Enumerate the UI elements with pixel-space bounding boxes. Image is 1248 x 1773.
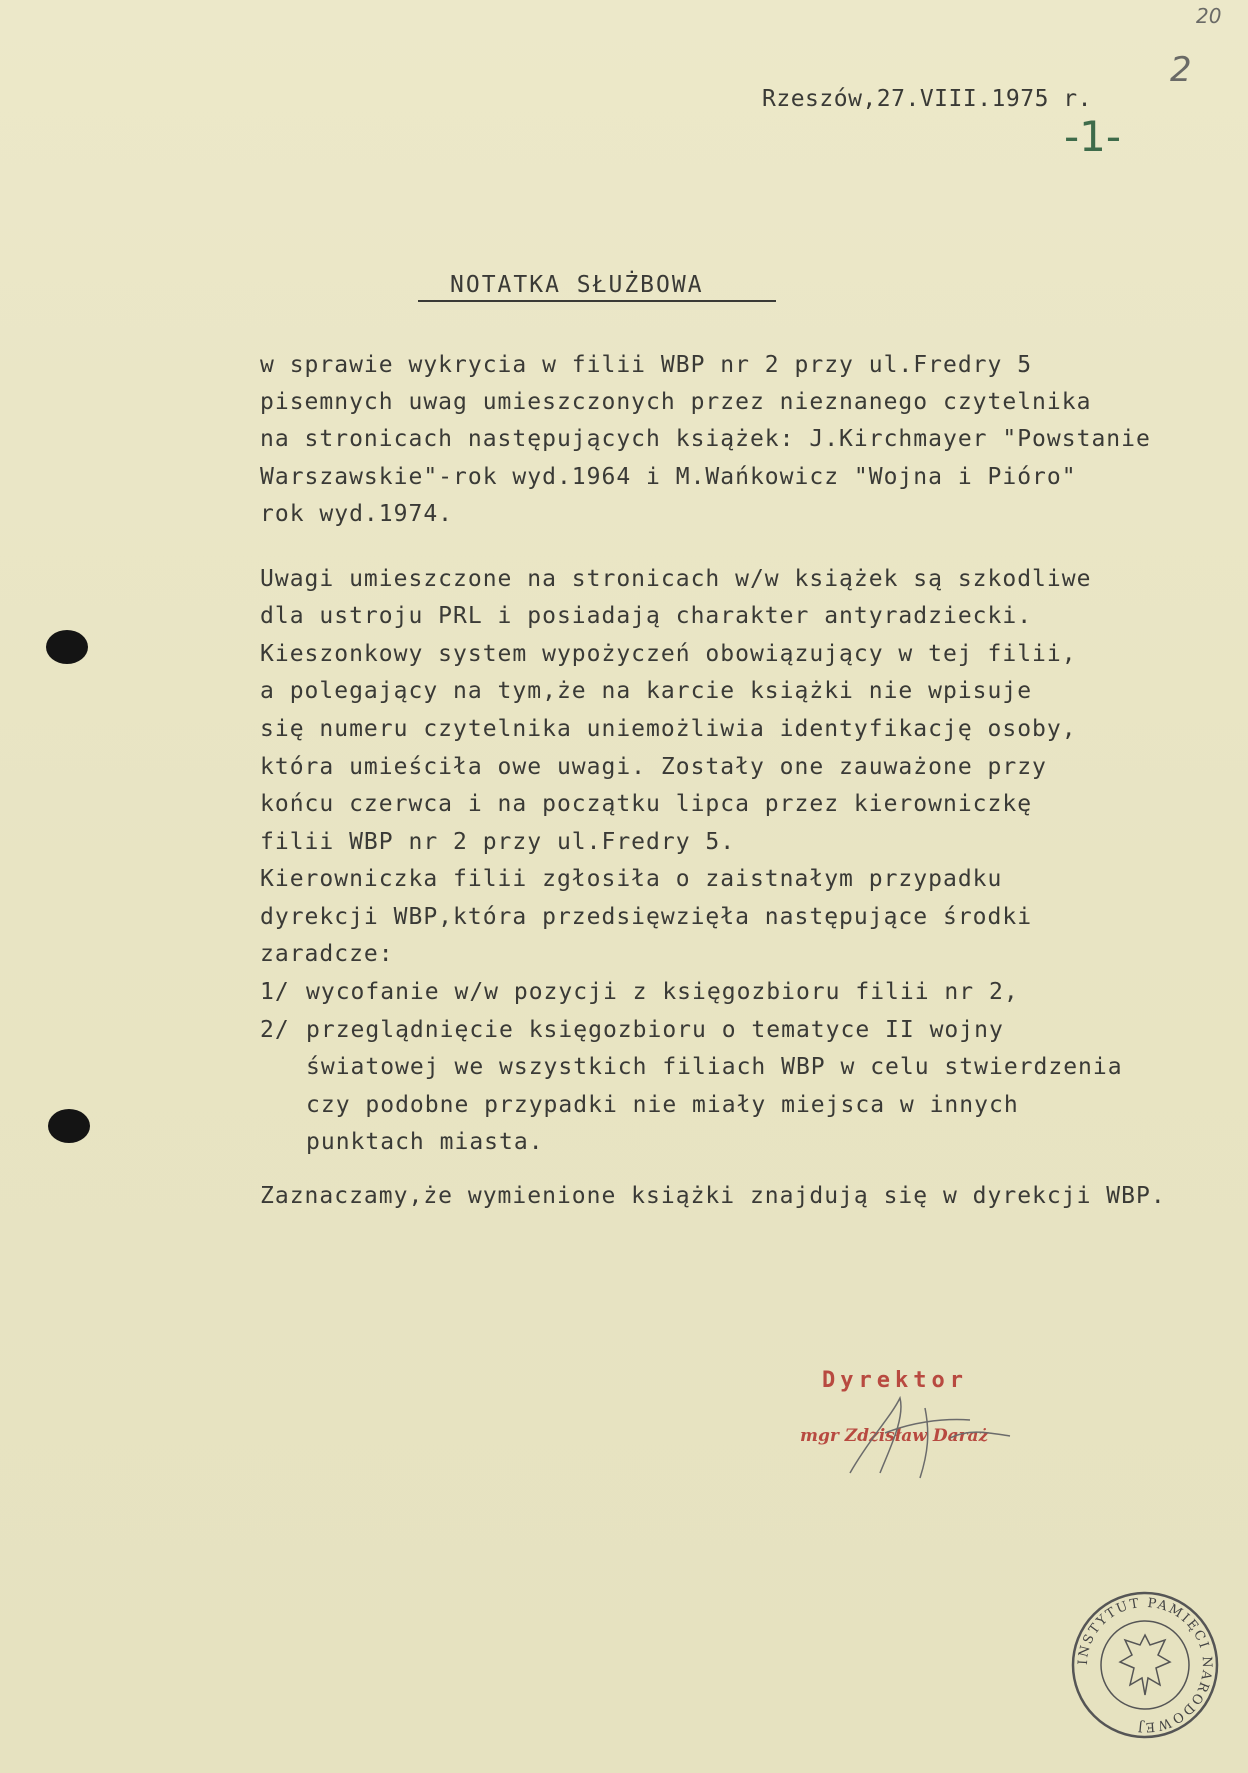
body-line: się numeru czytelnika uniemożliwia identyfikację osoby, [260, 716, 1077, 742]
subject-line: na stronicach następujących książek: J.Kirchmayer "Powstanie [260, 426, 1151, 452]
subject-line: pisemnych uwag umieszczonych przez nieznanego czytelnika [260, 389, 1092, 415]
stamp-title: Dyrektor [822, 1368, 968, 1393]
body-line: Kieszonkowy system wypożyczeń obowiązujący w tej filii, [260, 641, 1077, 667]
body-line: końcu czerwca i na początku lipca przez kierowniczkę [260, 791, 1033, 817]
body-line: filii WBP nr 2 przy ul.Fredry 5. [260, 829, 736, 855]
list-item-line: wycofanie w/w pozycji z księgozbioru filii nr 2, [306, 979, 1019, 1005]
body-line: a polegający na tym,że na karcie książki nie wpisuje [260, 678, 1033, 704]
green-mark: -1- [1064, 112, 1122, 161]
list-item-line: punktach miasta. [306, 1129, 544, 1155]
list-number: 1/ [260, 979, 290, 1005]
list-number: 2/ [260, 1017, 290, 1043]
subject-line: w sprawie wykrycia w filii WBP nr 2 przy ul.Fredry 5 [260, 352, 1033, 378]
stamp-name: mgr Zdzisław Daraż [800, 1426, 989, 1446]
svg-text:INSTYTUT PAMIĘCI NARODOWEJ [1076, 1596, 1214, 1734]
body-line: Uwagi umieszczone na stronicach w/w książek są szkodliwe [260, 566, 1092, 592]
place-date: Rzeszów,27.VIII.1975 r. [762, 86, 1092, 112]
title-underline [418, 300, 776, 302]
body-line: dla ustroju PRL i posiadają charakter antyradziecki. [260, 603, 1033, 629]
list-item-line: światowej we wszystkich filiach WBP w celu stwierdzenia [306, 1054, 1123, 1080]
list-item-line: czy podobne przypadki nie miały miejsca w innych [306, 1092, 1019, 1118]
list-item-line: przeglądnięcie księgozbioru o tematyce II wojny [306, 1017, 1004, 1043]
page-number: 20 [1196, 4, 1222, 28]
subject-line: rok wyd.1974. [260, 501, 454, 527]
closing-line: Zaznaczamy,że wymienione książki znajdują się w dyrekcji WBP. [260, 1183, 1166, 1209]
punch-hole [46, 630, 88, 664]
seal-text: INSTYTUT PAMIĘCI NARODOWEJ [1075, 1595, 1215, 1735]
punch-hole [48, 1109, 90, 1143]
body-line: dyrekcji WBP,która przedsięwzięła następujące środki [260, 904, 1033, 930]
signature [830, 1378, 1050, 1488]
document-title: NOTATKA SŁUŻBOWA [450, 272, 704, 298]
subject-line: Warszawskie"-rok wyd.1964 i M.Wańkowicz "Wojna i Pióro" [260, 464, 1077, 490]
body-line: Kierowniczka filii zgłosiła o zaistnałym przypadku [260, 866, 1003, 892]
ipn-seal [1070, 1590, 1220, 1740]
eagle-icon [1120, 1635, 1170, 1695]
body-line: która umieściła owe uwagi. Zostały one zauważone przy [260, 754, 1047, 780]
pencil-mark: 2 [1170, 50, 1192, 90]
body-line: zaradcze: [260, 941, 394, 967]
